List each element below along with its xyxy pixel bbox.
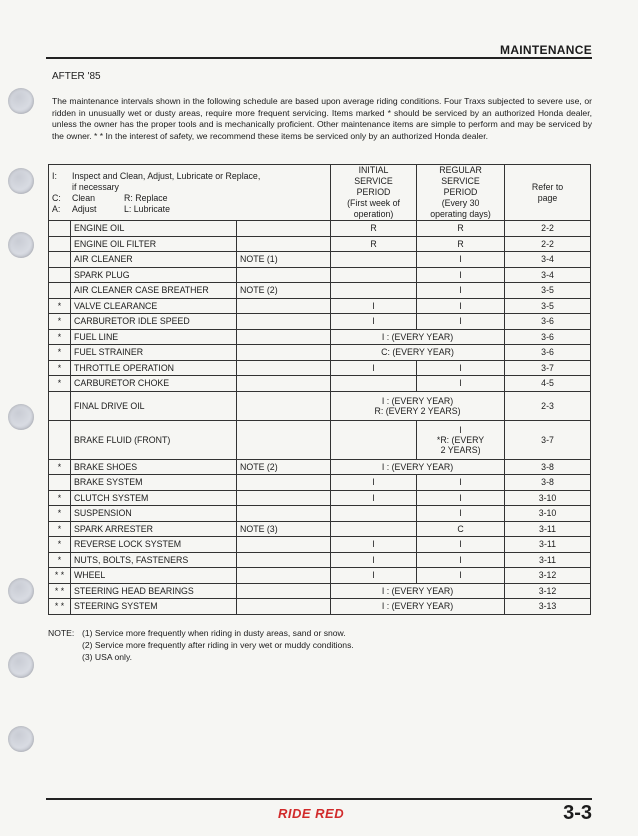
header-line: INITIAL: [358, 165, 389, 175]
header-line: page: [537, 192, 558, 203]
ref-page: 3-12: [505, 583, 591, 599]
footnotes: [48, 628, 354, 663]
col-header-initial: [331, 165, 417, 221]
table-row: [49, 283, 591, 299]
header-line: operating days): [430, 209, 491, 219]
item-note: [237, 391, 331, 420]
table-row: [49, 599, 591, 615]
regular-interval: I: [417, 252, 505, 268]
legend-key: I:: [52, 170, 57, 181]
brand-logo-text: RIDE RED: [278, 806, 345, 821]
cell-line: *R: (EVERY: [436, 434, 485, 445]
table-row: [49, 490, 591, 506]
initial-interval: R: [331, 236, 417, 252]
item-name: NUTS, BOLTS, FASTENERS: [71, 552, 237, 568]
interval-span: [331, 345, 505, 361]
regular-interval: I: [417, 506, 505, 522]
table-row: [49, 298, 591, 314]
ref-page: 3-10: [505, 506, 591, 522]
page-number: 3-3: [563, 802, 592, 824]
header-line: operation): [353, 209, 394, 219]
service-mark: * *: [49, 568, 71, 584]
service-mark: *: [49, 506, 71, 522]
initial-interval: [331, 252, 417, 268]
header-divider: [46, 57, 592, 59]
item-note: NOTE (2): [237, 459, 331, 475]
intro-paragraph: The maintenance intervals shown in the following schedule are based upon average riding conditions. Four Traxs subjected to severe use, or ridden in unusually wet or dusty areas, require more frequent servicing. Items marked * should be serviced by an authorized Honda dealer, unless the owner has the proper tools and is mechanically proficient. Other maintenance items are simple to perform and may be serviced by the owner. * * In the interest of safety, we recommend these items be serviced only by an authorized Honda dealer.: [52, 96, 592, 141]
item-name: AIR CLEANER: [71, 252, 237, 268]
ref-page: 3-7: [505, 360, 591, 376]
binder-hole: [8, 726, 34, 752]
initial-interval: [331, 521, 417, 537]
ref-page: 2-3: [505, 391, 591, 420]
table-row: [49, 420, 591, 459]
binder-hole: [8, 168, 34, 194]
table-row: [49, 391, 591, 420]
ref-page: 4-5: [505, 376, 591, 392]
cell-line: 2 YEARS): [440, 444, 481, 455]
ref-page: 3-11: [505, 537, 591, 553]
initial-interval: I: [331, 552, 417, 568]
item-name: SPARK ARRESTER: [71, 521, 237, 537]
initial-interval: [331, 420, 417, 459]
service-mark: [49, 475, 71, 491]
table-row: [49, 552, 591, 568]
cell-line: I : (EVERY YEAR): [381, 585, 454, 596]
ref-page: 3-8: [505, 475, 591, 491]
item-note: [237, 236, 331, 252]
initial-interval: [331, 283, 417, 299]
header-line: (First week of: [347, 198, 400, 208]
cell-line: I : (EVERY YEAR): [381, 395, 454, 406]
service-mark: * *: [49, 599, 71, 615]
header-line: PERIOD: [356, 187, 391, 197]
regular-interval: R: [417, 221, 505, 237]
table-row: [49, 221, 591, 237]
binder-hole: [8, 232, 34, 258]
note-line: (2) Service more frequently after riding in very wet or muddy conditions.: [82, 639, 354, 650]
service-mark: *: [49, 521, 71, 537]
item-note: [237, 221, 331, 237]
item-name: STEERING HEAD BEARINGS: [71, 583, 237, 599]
ref-page: 3-6: [505, 314, 591, 330]
header-line: PERIOD: [443, 187, 478, 197]
regular-interval: I: [417, 376, 505, 392]
regular-interval: I: [417, 298, 505, 314]
cell-line: I : (EVERY YEAR): [381, 331, 454, 342]
table-row: [49, 376, 591, 392]
regular-interval: I: [417, 552, 505, 568]
service-mark: *: [49, 552, 71, 568]
table-row: [49, 475, 591, 491]
service-mark: *: [49, 490, 71, 506]
initial-interval: I: [331, 537, 417, 553]
interval-span: [331, 329, 505, 345]
header-line: SERVICE: [441, 176, 480, 186]
cell-line: I : (EVERY YEAR): [381, 461, 454, 472]
maintenance-schedule-table: [48, 164, 591, 615]
service-mark: [49, 283, 71, 299]
service-mark: * *: [49, 583, 71, 599]
legend-text: Adjust: [72, 203, 97, 214]
initial-interval: I: [331, 298, 417, 314]
table-row: [49, 267, 591, 283]
service-mark: *: [49, 459, 71, 475]
regular-interval: C: [417, 521, 505, 537]
item-note: [237, 345, 331, 361]
item-name: AIR CLEANER CASE BREATHER: [71, 283, 237, 299]
item-name: FUEL LINE: [71, 329, 237, 345]
table-row: [49, 568, 591, 584]
regular-interval: [417, 420, 505, 459]
service-mark: *: [49, 314, 71, 330]
binder-hole: [8, 404, 34, 430]
regular-interval: I: [417, 267, 505, 283]
regular-interval: I: [417, 314, 505, 330]
item-name: FINAL DRIVE OIL: [71, 391, 237, 420]
legend-key: A:: [52, 203, 61, 214]
item-note: NOTE (3): [237, 521, 331, 537]
ref-page: 2-2: [505, 236, 591, 252]
initial-interval: I: [331, 490, 417, 506]
interval-span: [331, 583, 505, 599]
cell-line: I : (EVERY YEAR): [381, 601, 454, 612]
table-row: [49, 583, 591, 599]
col-header-ref: [505, 165, 591, 221]
item-note: [237, 360, 331, 376]
item-name: BRAKE SYSTEM: [71, 475, 237, 491]
item-note: NOTE (1): [237, 252, 331, 268]
item-name: SUSPENSION: [71, 506, 237, 522]
initial-interval: R: [331, 221, 417, 237]
service-mark: *: [49, 345, 71, 361]
cell-line: C: (EVERY YEAR): [381, 347, 454, 358]
item-name: CARBURETOR CHOKE: [71, 376, 237, 392]
table-header-row: [49, 165, 591, 221]
service-mark: [49, 236, 71, 252]
note-line: (3) USA only.: [82, 651, 132, 662]
item-note: [237, 420, 331, 459]
regular-interval: I: [417, 568, 505, 584]
initial-interval: I: [331, 360, 417, 376]
ref-page: 3-6: [505, 345, 591, 361]
table-row: [49, 329, 591, 345]
item-note: [237, 599, 331, 615]
item-name: CLUTCH SYSTEM: [71, 490, 237, 506]
ref-page: 3-8: [505, 459, 591, 475]
ref-page: 3-11: [505, 552, 591, 568]
service-mark: *: [49, 329, 71, 345]
header-line: SERVICE: [354, 176, 393, 186]
initial-interval: I: [331, 314, 417, 330]
item-note: [237, 537, 331, 553]
item-name: ENGINE OIL: [71, 221, 237, 237]
header-line: REGULAR: [439, 165, 482, 175]
item-note: [237, 583, 331, 599]
interval-span: [331, 391, 505, 420]
item-name: BRAKE FLUID (FRONT): [71, 420, 237, 459]
binder-hole: [8, 578, 34, 604]
table-row: [49, 459, 591, 475]
item-name: BRAKE SHOES: [71, 459, 237, 475]
item-name: SPARK PLUG: [71, 267, 237, 283]
header-line: Refer to: [531, 181, 564, 192]
item-note: [237, 329, 331, 345]
ref-page: 3-13: [505, 599, 591, 615]
regular-interval: I: [417, 537, 505, 553]
binder-hole: [8, 652, 34, 678]
item-note: [237, 568, 331, 584]
legend-text: Clean: [72, 192, 95, 203]
cell-line: R: (EVERY 2 YEARS): [374, 405, 461, 416]
regular-interval: R: [417, 236, 505, 252]
ref-page: 3-6: [505, 329, 591, 345]
cell-line: I: [459, 424, 462, 435]
legend-cell: [49, 165, 331, 221]
ref-page: 3-7: [505, 420, 591, 459]
ref-page: 3-11: [505, 521, 591, 537]
legend-key: C:: [52, 192, 61, 203]
initial-interval: [331, 376, 417, 392]
table-row: [49, 506, 591, 522]
service-mark: [49, 267, 71, 283]
section-header: MAINTENANCE: [500, 43, 592, 57]
binder-hole: [8, 88, 34, 114]
item-name: STEERING SYSTEM: [71, 599, 237, 615]
header-line: (Every 30: [441, 198, 480, 208]
legend-text: Inspect and Clean, Adjust, Lubricate or Replace,: [72, 170, 261, 181]
col-header-regular: [417, 165, 505, 221]
table-row: [49, 345, 591, 361]
interval-span: [331, 459, 505, 475]
regular-interval: I: [417, 360, 505, 376]
item-note: [237, 506, 331, 522]
item-name: WHEEL: [71, 568, 237, 584]
item-note: [237, 490, 331, 506]
note-line: (1) Service more frequently when riding in dusty areas, sand or snow.: [82, 628, 346, 638]
regular-interval: I: [417, 490, 505, 506]
footer-divider: [46, 798, 592, 800]
table-row: [49, 360, 591, 376]
service-mark: [49, 391, 71, 420]
ref-page: 3-4: [505, 252, 591, 268]
initial-interval: [331, 506, 417, 522]
item-note: [237, 552, 331, 568]
item-name: THROTTLE OPERATION: [71, 360, 237, 376]
notes-label: NOTE:: [48, 628, 75, 638]
item-note: [237, 475, 331, 491]
table-row: [49, 521, 591, 537]
service-mark: [49, 420, 71, 459]
table-row: [49, 314, 591, 330]
table-row: [49, 236, 591, 252]
table-row: [49, 537, 591, 553]
ref-page: 3-10: [505, 490, 591, 506]
regular-interval: I: [417, 475, 505, 491]
item-name: VALVE CLEARANCE: [71, 298, 237, 314]
ref-page: 2-2: [505, 221, 591, 237]
item-note: [237, 376, 331, 392]
section-title: AFTER '85: [52, 71, 101, 82]
item-name: ENGINE OIL FILTER: [71, 236, 237, 252]
service-mark: [49, 221, 71, 237]
service-mark: *: [49, 360, 71, 376]
interval-span: [331, 599, 505, 615]
initial-interval: [331, 267, 417, 283]
legend-text: R: Replace: [124, 192, 168, 203]
legend-text: if necessary: [72, 181, 119, 192]
service-mark: *: [49, 376, 71, 392]
item-note: [237, 314, 331, 330]
item-name: CARBURETOR IDLE SPEED: [71, 314, 237, 330]
regular-interval: I: [417, 283, 505, 299]
item-note: [237, 298, 331, 314]
table-row: [49, 252, 591, 268]
item-note: [237, 267, 331, 283]
ref-page: 3-12: [505, 568, 591, 584]
item-note: NOTE (2): [237, 283, 331, 299]
ref-page: 3-5: [505, 298, 591, 314]
service-mark: [49, 252, 71, 268]
item-name: FUEL STRAINER: [71, 345, 237, 361]
service-mark: *: [49, 298, 71, 314]
ref-page: 3-5: [505, 283, 591, 299]
item-name: REVERSE LOCK SYSTEM: [71, 537, 237, 553]
ref-page: 3-4: [505, 267, 591, 283]
service-mark: *: [49, 537, 71, 553]
initial-interval: I: [331, 475, 417, 491]
initial-interval: I: [331, 568, 417, 584]
legend-text: L: Lubricate: [124, 203, 170, 214]
